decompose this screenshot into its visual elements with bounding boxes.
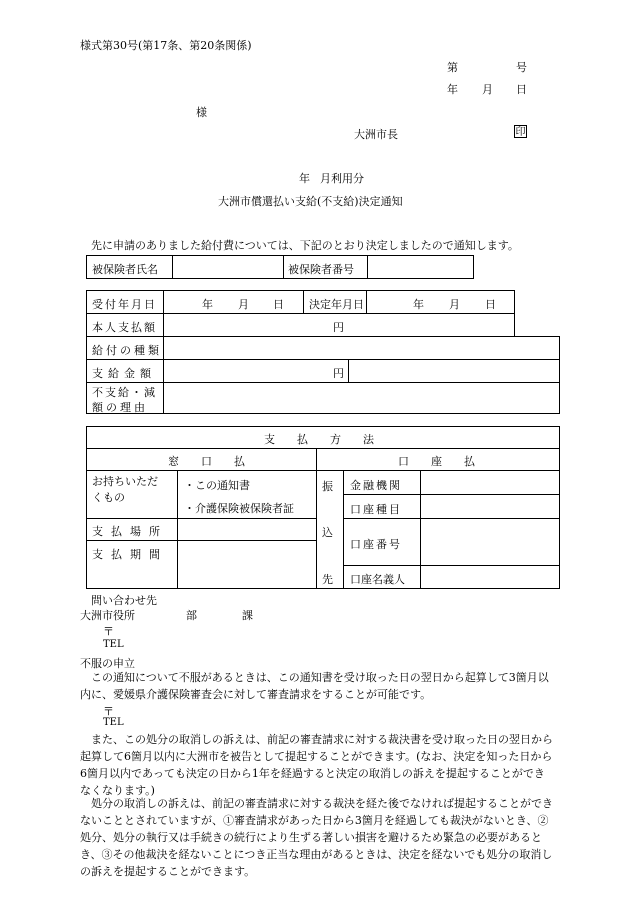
transfer-label-2: 込 bbox=[322, 526, 333, 539]
addressee-sama: 様 bbox=[196, 106, 207, 119]
bring-item-insurance-card: ・介護保険被保険者証 bbox=[184, 502, 294, 515]
mayor-name: 大洲市長 bbox=[354, 128, 398, 141]
window-payment-heading: 窓口払 bbox=[168, 455, 267, 468]
decided-month: 月 bbox=[449, 298, 460, 311]
account-number-label: 口座番号 bbox=[350, 538, 402, 551]
account-holder-label: 口座名義人 bbox=[350, 573, 405, 586]
number-go: 号 bbox=[516, 61, 527, 74]
account-type-label: 口座種目 bbox=[350, 503, 402, 516]
appeal-paragraph-1: この通知について不服があるときは、この通知書を受け取った日の翌日から起算して3箇月以内に、愛媛県介護保険審査会に対して審査請求をすることが可能です。 bbox=[80, 671, 549, 701]
seal-mark: 印 bbox=[515, 127, 526, 138]
self-pay-yen: 円 bbox=[333, 321, 344, 334]
number-dai: 第 bbox=[447, 61, 458, 74]
contact-ka: 課 bbox=[242, 609, 253, 622]
appeal-postal-mark: 〒 bbox=[103, 705, 114, 718]
reason-label-line1: 不支給・減 bbox=[92, 386, 157, 399]
appeal-tel: TEL bbox=[103, 717, 124, 728]
bank-label: 金融機関 bbox=[350, 479, 402, 492]
insured-name-label: 被保険者氏名 bbox=[92, 263, 158, 276]
decided-day: 日 bbox=[485, 298, 496, 311]
contact-bu: 部 bbox=[186, 609, 197, 622]
transfer-label-3: 先 bbox=[322, 573, 333, 586]
payment-method-heading: 支払方法 bbox=[264, 433, 396, 446]
bring-label-line2: くもの bbox=[92, 491, 125, 504]
self-pay-label: 本人支払額 bbox=[92, 321, 157, 334]
reason-label-line2: 額の理由 bbox=[92, 401, 148, 414]
decided-year: 年 bbox=[413, 298, 424, 311]
received-day: 日 bbox=[273, 298, 284, 311]
bring-label-line1: お持ちいただ bbox=[92, 475, 158, 488]
contact-office: 大洲市役所 bbox=[80, 609, 135, 622]
insured-number-label: 被保険者番号 bbox=[288, 263, 354, 276]
intro-text: 先に申請のありました給付費については、下記のとおり決定しましたので通知します。 bbox=[91, 239, 519, 252]
usage-month: 月利用分 bbox=[320, 172, 364, 185]
contact-tel: TEL bbox=[103, 639, 124, 650]
decision-row-reason bbox=[86, 382, 560, 414]
decided-date-label: 決定年月日 bbox=[309, 298, 364, 311]
date-day: 日 bbox=[516, 83, 527, 96]
transfer-label-1: 振 bbox=[322, 480, 333, 493]
payment-place-label: 支払場所 bbox=[92, 525, 168, 538]
contact-postal-mark: 〒 bbox=[103, 625, 114, 638]
document-title: 大洲市償還払い支給(不支給)決定通知 bbox=[218, 195, 403, 208]
appeal-paragraph-2: また、この処分の取消しの訴えは、前記の審査請求に対する裁決書を受け取った日の翌日から起算して6箇月以内に大洲市を被告として提起することができます。(なお、決定を知った日から6箇月以内であっても決定の日から1年を経過すると決定の取消しの訴えを提起することができなくなります。) bbox=[80, 733, 553, 797]
appeal-paragraph-3: 処分の取消しの訴えは、前記の審査請求に対する裁決を経た後でなければ提起することができないこととされていますが、①審査請求があった日から3箇月を経過しても裁決がないとき、②処分、処分の執行又は手続きの続行により生ずる著しい損害を避けるため緊急の必要があるとき、③その他裁決を経ないことにつき正当な理由があるときは、決定を経ないでも処分の取消しの訴えを提起することができます。 bbox=[80, 797, 553, 878]
form-number: 様式第30号(第17条、第20条関係) bbox=[80, 39, 252, 52]
appeal-heading: 不服の申立 bbox=[80, 657, 135, 670]
contact-heading: 問い合わせ先 bbox=[91, 594, 157, 607]
decision-row-payment bbox=[86, 359, 560, 383]
benefit-type-label: 給付の種類 bbox=[92, 344, 162, 357]
payment-yen: 円 bbox=[333, 367, 344, 380]
payment-period-label: 支払期間 bbox=[92, 548, 168, 561]
account-payment-heading: 口座払 bbox=[398, 455, 497, 468]
received-year: 年 bbox=[202, 298, 213, 311]
usage-year: 年 bbox=[299, 172, 310, 185]
bring-item-notice: ・この通知書 bbox=[184, 479, 250, 492]
date-month: 月 bbox=[482, 83, 493, 96]
date-year: 年 bbox=[447, 83, 458, 96]
payment-amount-label: 支給金額 bbox=[92, 367, 156, 380]
received-month: 月 bbox=[238, 298, 249, 311]
received-date-label: 受付年月日 bbox=[92, 298, 157, 311]
